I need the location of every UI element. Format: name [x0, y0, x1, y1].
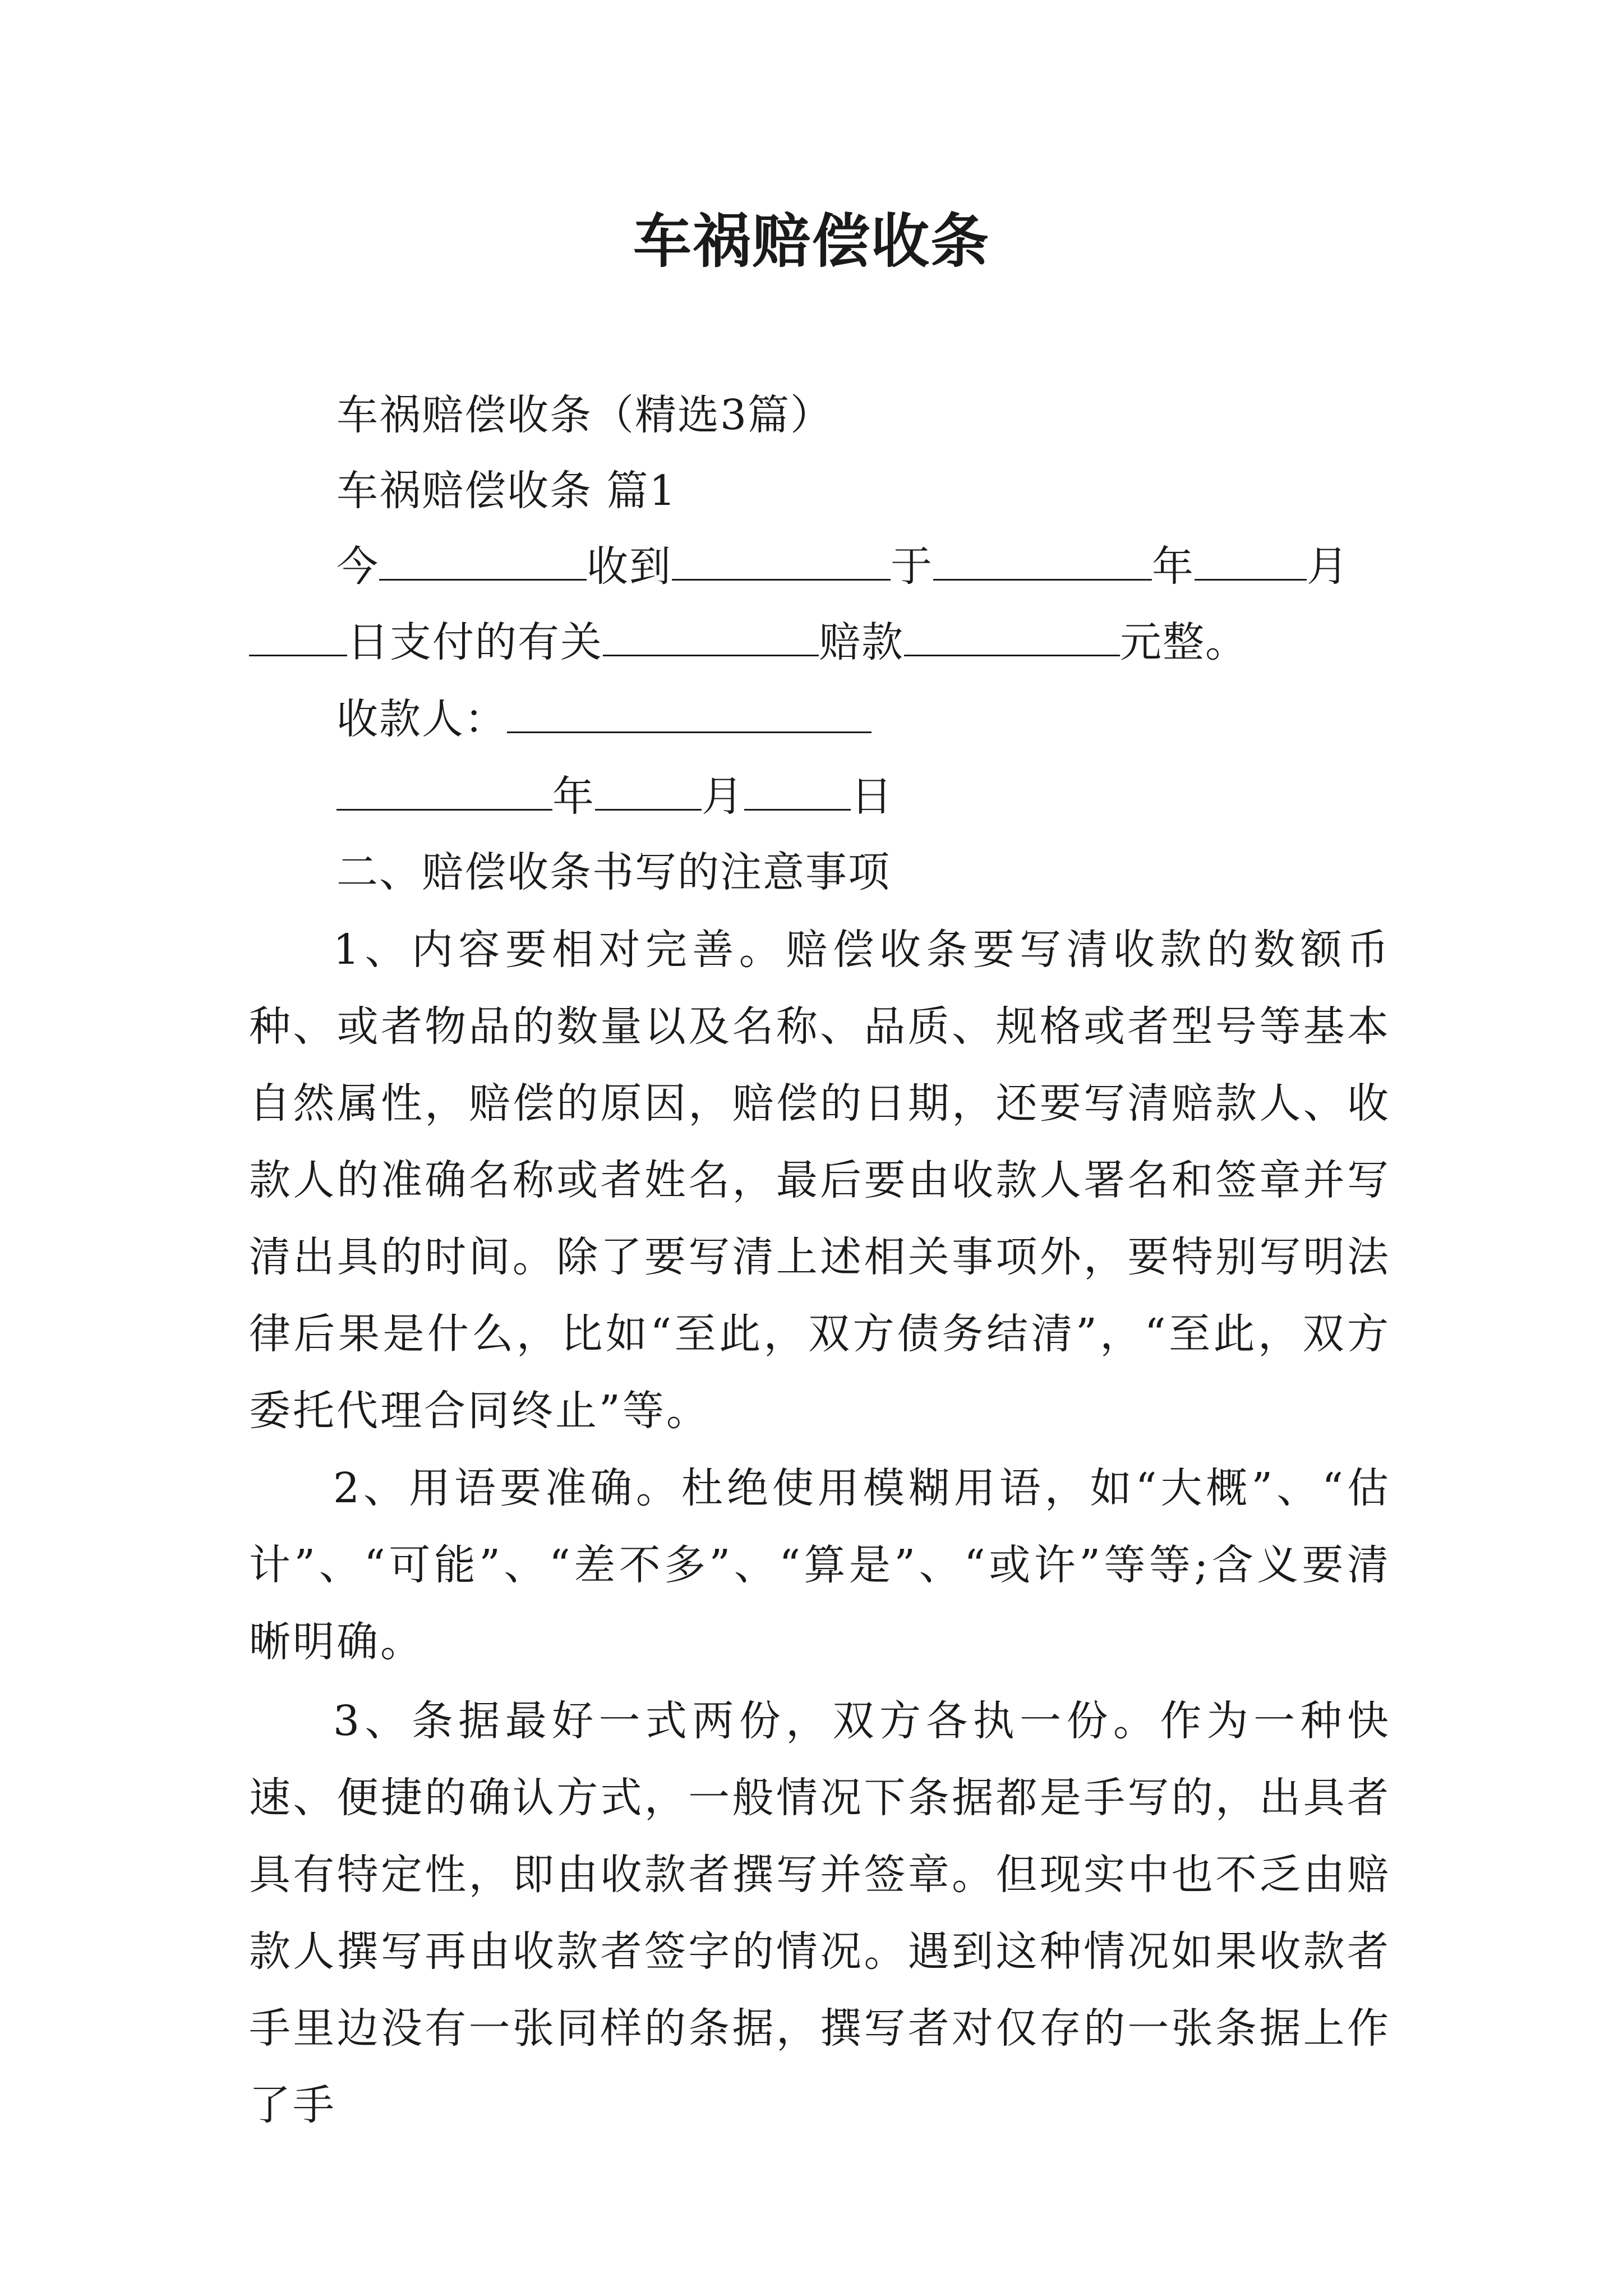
notes-heading: 二、赔偿收条书写的注意事项 — [336, 848, 891, 896]
receipt-text-on: 于 — [891, 542, 933, 591]
blank-field[interactable] — [933, 539, 1152, 581]
section-heading: 车祸赔偿收条 篇1 — [336, 467, 677, 515]
date-month: 月 — [702, 772, 744, 821]
receipt-text-day-paid: 日支付的有关 — [347, 618, 603, 666]
receipt-text-received: 收到 — [587, 542, 672, 591]
blank-field[interactable] — [1195, 539, 1307, 581]
date-year: 年 — [552, 772, 595, 821]
blank-field[interactable] — [595, 769, 702, 811]
paragraph-1: 1、内容要相对完善。赔偿收条要写清收款的数额币种、或者物品的数量以及名称、品质、规格或者型号等基本自然属性，赔偿的原因，赔偿的日期，还要写清赔款人、收款人的准确名称或者姓名，最后要由收款人署名和签章并写清出具的时间。除了要写清上述相关事项外，要特别写明法律后果是什么，比如“至此，双方债务结清”，“至此，双方委托代理合同终止”等。 — [249, 926, 1391, 1435]
payee-field[interactable] — [507, 691, 872, 733]
date-line — [336, 769, 893, 825]
receipt-text-year: 年 — [1152, 542, 1195, 591]
payee-line — [336, 691, 872, 747]
receipt-text-month: 月 — [1307, 542, 1349, 591]
blank-field[interactable] — [603, 614, 819, 656]
blank-field[interactable] — [672, 539, 891, 581]
receipt-text-compensation: 赔款 — [819, 618, 904, 666]
document-subtitle: 车祸赔偿收条（精选3篇） — [336, 391, 833, 439]
receipt-line-1 — [336, 539, 1349, 595]
blank-field[interactable] — [336, 769, 552, 811]
receipt-text-yuan: 元整。 — [1120, 618, 1248, 666]
blank-field[interactable] — [249, 614, 347, 656]
document-title: 车祸赔偿收条 — [633, 206, 990, 275]
paragraph-2: 2、用语要准确。杜绝使用模糊用语，如“大概”、“估计”、“可能”、“差不多”、“算是”、“或许”等等;含义要清晰明确。 — [249, 1464, 1391, 1666]
receipt-text-today: 今 — [336, 542, 379, 591]
payee-label: 收款人： — [336, 695, 507, 743]
blank-field[interactable] — [744, 769, 851, 811]
receipt-line-2 — [249, 614, 1248, 670]
blank-field[interactable] — [904, 614, 1120, 656]
date-day: 日 — [851, 772, 893, 821]
blank-field[interactable] — [379, 539, 587, 581]
paragraph-3: 3、条据最好一式两份，双方各执一份。作为一种快速、便捷的确认方式，一般情况下条据都是手写的，出具者具有特定性，即由收款者撰写并签章。但现实中也不乏由赔款人撰写再由收款者签字的情况。遇到这种情况如果收款者手里边没有一张同样的条据，撰写者对仅存的一张条据上作了手 — [249, 1697, 1391, 2129]
